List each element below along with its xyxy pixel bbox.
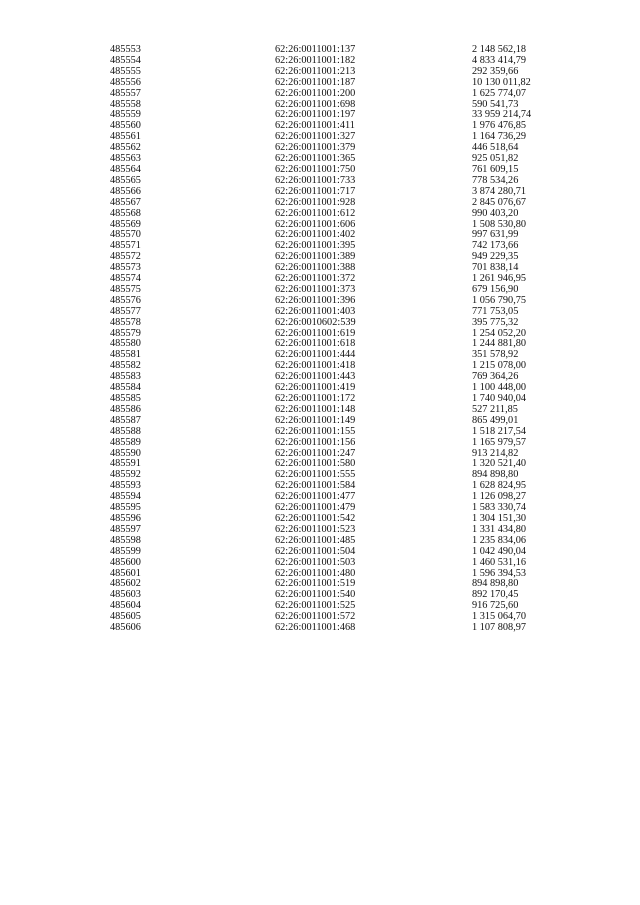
cadastral-value-cell: 2 845 076,67 [472,196,527,208]
cadastral-value-cell: 916 725,60 [472,600,519,612]
cadastral-number-cell: 62:26:0011001:503 [275,556,356,568]
cadastral-number-cell: 62:26:0011001:580 [275,458,356,470]
row-id-cell: 485600 [110,556,141,568]
cadastral-value-cell: 292 359,66 [472,65,519,77]
row-id-cell: 485605 [110,611,141,623]
cadastral-value-cell: 1 165 979,57 [472,436,527,448]
cadastral-number-cell: 62:26:0011001:182 [275,54,356,66]
row-id-cell: 485561 [110,131,141,143]
cadastral-value-cell: 1 740 940,04 [472,393,527,404]
cadastral-number-cell: 62:26:0011001:419 [275,382,356,394]
cadastral-number-cell: 62:26:0011001:373 [275,283,356,295]
cadastral-number-cell: 62:26:0011001:365 [275,153,356,165]
row-id-cell: 485563 [110,153,141,165]
table-row [110,89,572,100]
cadastral-value-cell: 527 211,85 [472,403,518,415]
cadastral-value-cell: 10 130 011,82 [472,76,531,88]
cadastral-number-cell: 62:26:0011001:389 [275,251,356,263]
row-id-cell: 485604 [110,600,141,612]
cadastral-value-cell: 1 261 946,95 [472,273,527,285]
cadastral-value-cell: 590 541,73 [472,98,519,110]
cadastral-number-cell: 62:26:0011001:395 [275,240,356,252]
cadastral-number-cell: 62:26:0011001:477 [275,491,356,503]
row-id-cell: 485594 [110,491,141,503]
row-id-cell: 485582 [110,360,141,372]
row-id-cell: 485562 [110,142,141,154]
cadastral-value-cell: 925 051,82 [472,153,519,165]
row-id-cell: 485596 [110,512,141,524]
table-row [110,438,572,449]
row-id-cell: 485581 [110,349,141,361]
cadastral-number-cell: 62:26:0011001:187 [275,76,356,88]
cadastral-number-cell: 62:26:0011001:372 [275,273,356,285]
cadastral-value-cell: 949 229,35 [472,251,519,263]
cadastral-value-cell: 33 959 214,74 [472,109,532,121]
row-id-cell: 485555 [110,65,141,77]
row-id-cell: 485603 [110,589,141,601]
cadastral-number-cell: 62:26:0011001:572 [275,611,356,623]
cadastral-number-cell: 62:26:0011001:584 [275,480,356,492]
cadastral-number-cell: 62:26:0011001:200 [275,87,356,99]
row-id-cell: 485553 [110,44,141,55]
cadastral-value-cell: 1 164 736,29 [472,131,527,143]
cadastral-value-cell: 997 631,99 [472,229,519,241]
row-id-cell: 485556 [110,76,141,88]
row-id-cell: 485566 [110,185,141,197]
cadastral-number-cell: 62:26:0011001:485 [275,534,356,546]
row-id-cell: 485560 [110,120,141,132]
cadastral-number-cell: 62:26:0011001:479 [275,502,356,514]
cadastral-value-cell: 769 364,26 [472,371,519,383]
cadastral-value-cell: 1 596 394,53 [472,567,527,579]
row-id-cell: 485595 [110,502,141,514]
cadastral-value-cell: 761 609,15 [472,163,519,175]
cadastral-number-cell: 62:26:0011001:379 [275,142,356,154]
table-row [110,547,572,558]
cadastral-value-cell: 446 518,64 [472,142,519,154]
cadastral-number-cell: 62:26:0011001:717 [275,185,356,197]
cadastral-value-cell: 1 460 531,16 [472,556,527,568]
row-id-cell: 485606 [110,622,141,634]
cadastral-value-cell: 1 056 790,75 [472,294,527,306]
cadastral-value-cell: 1 508 530,80 [472,218,527,230]
cadastral-number-cell: 62:26:0011001:197 [275,109,356,121]
row-id-cell: 485569 [110,218,141,230]
cadastral-number-cell: 62:26:0011001:172 [275,393,356,404]
cadastral-value-cell: 1 518 217,54 [472,425,527,437]
row-id-cell: 485585 [110,393,141,404]
cadastral-number-cell: 62:26:0011001:137 [275,44,356,55]
cadastral-number-cell: 62:26:0011001:750 [275,163,356,175]
row-id-cell: 485557 [110,87,141,99]
row-id-cell: 485597 [110,523,141,535]
cadastral-value-cell: 679 156,90 [472,283,519,295]
row-id-cell: 485572 [110,251,141,263]
cadastral-number-cell: 62:26:0011001:928 [275,196,356,208]
cadastral-value-cell: 1 100 448,00 [472,382,527,394]
cadastral-number-cell: 62:26:0011001:247 [275,447,356,459]
cadastral-number-cell: 62:26:0011001:411 [275,120,355,132]
cadastral-number-cell: 62:26:0011001:213 [275,65,356,77]
table-row [110,209,572,220]
cadastral-number-cell: 62:26:0011001:618 [275,338,356,350]
cadastral-number-cell: 62:26:0011001:149 [275,414,356,426]
row-id-cell: 485588 [110,425,141,437]
row-id-cell: 485579 [110,327,141,339]
cadastral-value-cell: 990 403,20 [472,207,519,219]
cadastral-value-cell: 3 874 280,71 [472,185,527,197]
row-id-cell: 485567 [110,196,141,208]
row-id-cell: 485583 [110,371,141,383]
cadastral-value-cell: 1 583 330,74 [472,502,527,514]
cadastral-number-cell: 62:26:0011001:402 [275,229,356,241]
table-row [110,78,572,89]
cadastral-number-cell: 62:26:0011001:388 [275,262,356,274]
table-row [110,318,572,329]
cadastral-value-cell: 913 214,82 [472,447,519,459]
row-id-cell: 485571 [110,240,141,252]
cadastral-value-cell: 1 320 521,40 [472,458,527,470]
row-id-cell: 485587 [110,414,141,426]
cadastral-value-cell: 1 254 052,20 [472,327,527,339]
cadastral-number-cell: 62:26:0011001:418 [275,360,356,372]
row-id-cell: 485602 [110,578,141,590]
row-id-cell: 485568 [110,207,141,219]
cadastral-value-cell: 1 215 078,00 [472,360,527,372]
cadastral-value-cell: 1 235 834,06 [472,534,527,546]
cadastral-number-cell: 62:26:0011001:525 [275,600,356,612]
cadastral-number-cell: 62:26:0011001:698 [275,98,356,110]
cadastral-value-cell: 351 578,92 [472,349,519,361]
row-id-cell: 485577 [110,305,141,317]
row-id-cell: 485573 [110,262,141,274]
cadastral-number-cell: 62:26:0011001:155 [275,425,356,437]
cadastral-number-cell: 62:26:0011001:523 [275,523,356,535]
row-id-cell: 485576 [110,294,141,306]
cadastral-value-cell: 2 148 562,18 [472,44,527,55]
cadastral-value-cell: 395 775,32 [472,316,519,328]
cadastral-number-cell: 62:26:0011001:327 [275,131,356,143]
row-id-cell: 485584 [110,382,141,394]
row-id-cell: 485559 [110,109,141,121]
cadastral-number-cell: 62:26:0011001:619 [275,327,356,339]
cadastral-number-cell: 62:26:0010602:539 [275,316,356,328]
cadastral-number-cell: 62:26:0011001:519 [275,578,356,590]
cadastral-number-cell: 62:26:0011001:444 [275,349,356,361]
cadastral-value-cell: 1 244 881,80 [472,338,527,350]
row-id-cell: 485558 [110,98,141,110]
cadastral-value-cell: 1 331 434,80 [472,523,527,535]
row-id-cell: 485591 [110,458,141,470]
row-id-cell: 485586 [110,403,141,415]
row-id-cell: 485575 [110,283,141,295]
cadastral-value-table [110,45,572,634]
cadastral-value-cell: 1 304 151,30 [472,512,527,524]
table-row [110,623,572,634]
cadastral-value-cell: 1 042 490,04 [472,545,527,557]
cadastral-value-cell: 865 499,01 [472,414,519,426]
row-id-cell: 485593 [110,480,141,492]
cadastral-value-cell: 1 315 064,70 [472,611,527,623]
cadastral-value-cell: 1 625 774,07 [472,87,527,99]
cadastral-number-cell: 62:26:0011001:606 [275,218,356,230]
cadastral-number-cell: 62:26:0011001:148 [275,403,356,415]
cadastral-number-cell: 62:26:0011001:733 [275,174,356,186]
row-id-cell: 485574 [110,273,141,285]
cadastral-value-cell: 1 628 824,95 [472,480,527,492]
cadastral-number-cell: 62:26:0011001:396 [275,294,356,306]
row-id-cell: 485554 [110,54,141,66]
row-id-cell: 485578 [110,316,141,328]
row-id-cell: 485599 [110,545,141,557]
row-id-cell: 485590 [110,447,141,459]
cadastral-value-cell: 892 170,45 [472,589,519,601]
cadastral-number-cell: 62:26:0011001:480 [275,567,356,579]
cadastral-number-cell: 62:26:0011001:542 [275,512,356,524]
row-id-cell: 485592 [110,469,141,481]
cadastral-value-cell: 1 976 476,85 [472,120,527,132]
table-row [110,427,572,438]
row-id-cell: 485598 [110,534,141,546]
cadastral-value-cell: 778 534,26 [472,174,519,186]
row-id-cell: 485570 [110,229,141,241]
cadastral-number-cell: 62:26:0011001:612 [275,207,356,219]
cadastral-number-cell: 62:26:0011001:555 [275,469,356,481]
row-id-cell: 485589 [110,436,141,448]
table-row [110,198,572,209]
cadastral-number-cell: 62:26:0011001:156 [275,436,356,448]
cadastral-value-cell: 4 833 414,79 [472,54,527,66]
row-id-cell: 485580 [110,338,141,350]
cadastral-value-cell: 771 753,05 [472,305,519,317]
cadastral-value-cell: 1 126 098,27 [472,491,527,503]
cadastral-number-cell: 62:26:0011001:443 [275,371,356,383]
cadastral-number-cell: 62:26:0011001:468 [275,622,356,634]
cadastral-value-cell: 742 173,66 [472,240,519,252]
cadastral-value-cell: 701 838,14 [472,262,519,274]
cadastral-number-cell: 62:26:0011001:504 [275,545,356,557]
cadastral-number-cell: 62:26:0011001:540 [275,589,356,601]
cadastral-number-cell: 62:26:0011001:403 [275,305,356,317]
table-row [110,558,572,569]
row-id-cell: 485565 [110,174,141,186]
cadastral-value-cell: 894 898,80 [472,578,519,590]
table-body [110,45,572,634]
row-id-cell: 485564 [110,163,141,175]
row-id-cell: 485601 [110,567,141,579]
cadastral-value-cell: 894 898,80 [472,469,519,481]
cadastral-value-cell: 1 107 808,97 [472,622,527,634]
